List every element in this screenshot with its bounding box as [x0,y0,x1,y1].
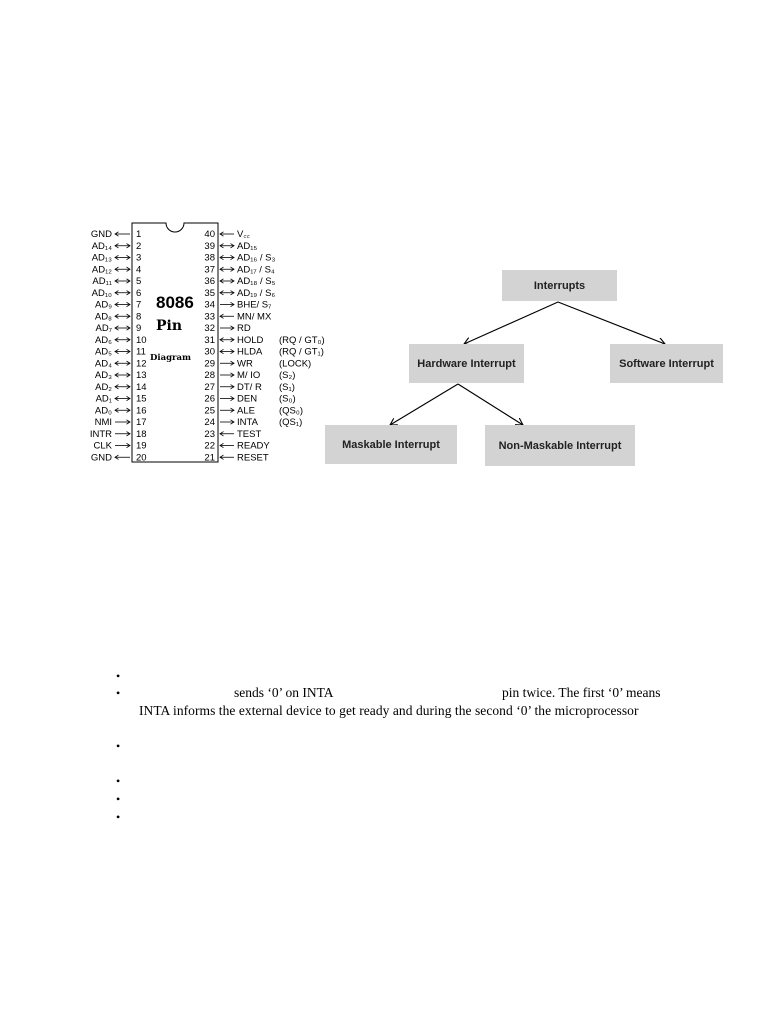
pin-number-right: 36 [204,276,215,287]
bullet-3: • [116,739,121,753]
pin-number-right: 24 [204,417,215,428]
pin-number-left: 7 [136,299,142,311]
pin-number-left: 8 [136,311,142,323]
pin-alt-label: (RQ / GT₀) [279,334,325,346]
pin-label-right: WR [237,358,253,370]
interrupts-root-node: Interrupts [502,270,617,301]
pin-label-left: GND [90,229,112,240]
pin-label-left: NMI [94,417,112,428]
pin-number-left: 13 [136,370,147,381]
pin-number-right: 23 [204,428,215,440]
pin-label-right: HLDA [237,346,263,358]
pin-label-right: BHE/ S₇ [237,299,272,311]
pin-label-left: AD₁₁ [92,276,112,287]
pin-number-left: 17 [136,417,147,428]
pin-number-left: 19 [136,440,147,452]
pin-label-right: RESET [237,452,269,464]
pin-label-left: AD₁ [95,393,112,405]
pin-number-right: 22 [204,440,215,452]
pin-alt-label: (LOCK) [279,358,312,370]
maskable-interrupt-node: Maskable Interrupt [325,425,457,464]
pin-label-right: INTA [237,417,258,428]
pin-number-right: 27 [204,381,215,393]
pin-label-right: RD [237,323,251,334]
pin-label-right: MN/ MX [237,311,272,323]
pin-number-right: 39 [204,240,215,252]
pin-number-right: 26 [204,393,215,405]
pin-label-left: AD₀ [94,405,112,417]
pin-label-left: AD₁₄ [91,240,112,252]
inta-text-fragment-2: pin twice. The first ‘0’ means [502,685,661,700]
pin-diagram [86,220,326,466]
pin-number-left: 18 [136,428,147,440]
pin-label-right: DEN [237,393,258,405]
pin-label-right: HOLD [237,334,264,346]
pin-label-left: AD₅ [94,346,112,358]
pin-number-right: 38 [204,252,215,264]
pin-label-left: AD₆ [94,334,112,346]
pin-number-left: 4 [136,264,142,276]
pin-label-left: AD₃ [94,370,112,381]
pin-number-right: 28 [204,370,215,381]
pin-label-right: AD₁₆ / S₃ [237,252,276,264]
hardware-interrupt-node: Hardware Interrupt [409,344,524,383]
pin-number-left: 1 [136,229,142,240]
pin-label-right: AD₁₇ / S₄ [237,264,275,276]
pin-label-left: AD₁₃ [91,252,112,264]
bullet-6: • [116,810,121,824]
pin-label-right: AD₁₅ [237,240,258,252]
pin-number-left: 9 [136,323,142,334]
pin-number-left: 2 [136,240,142,252]
edge-root-software [558,302,665,344]
pin-number-left: 11 [136,346,146,358]
pin-label-right: ALE [237,405,255,417]
pin-number-right: 25 [204,405,215,417]
pin-alt-label: (QS₁) [279,417,303,428]
pin-number-right: 21 [204,452,215,464]
pin-alt-label: (S₁) [279,381,295,393]
pin-number-right: 31 [204,334,215,346]
edge-hardware-nonmaskable [458,384,523,425]
pin-label-left: AD₄ [94,358,112,370]
pin-number-right: 30 [204,346,215,358]
pin-label-left: INTR [89,428,112,440]
pin-number-right: 29 [204,358,215,370]
pin-label-right: TEST [237,428,262,440]
pin-number-left: 12 [136,358,147,370]
pin-number-right: 40 [204,229,215,240]
bullet-2: • [116,686,121,700]
chip-caption: Diagram [150,353,192,363]
pin-alt-label: (S₀) [279,393,296,405]
pin-label-left: AD₈ [94,311,112,323]
edge-root-hardware [464,302,558,344]
pin-label-left: AD₉ [95,299,112,311]
pin-label-left: AD₂ [95,381,112,393]
pin-alt-label: (S₂) [279,370,296,381]
pin-label-left: AD₁₀ [91,287,112,299]
pin-label-right: AD₁₉ / S₆ [237,287,276,299]
bullet-5: • [116,792,121,806]
chip-title: 8086 [156,293,194,312]
pin-label-right: V꜀꜀ [237,229,250,240]
pin-label-left: GND [90,452,112,464]
pin-number-right: 32 [204,323,215,334]
non-maskable-interrupt-node: Non-Maskable Interrupt [485,425,635,466]
pin-number-left: 15 [136,393,147,405]
inta-text-line-2: INTA informs the external device to get ready and during the second ‘0’ the microprocessor [139,703,639,718]
pin-label-left: CLK [93,440,112,452]
pin-number-left: 6 [136,287,142,299]
pin-label-right: M/ IO [237,370,261,381]
pin-alt-label: (RQ / GT₁) [279,346,324,358]
pin-number-right: 35 [204,287,215,299]
bullet-1: • [116,669,121,683]
pin-number-left: 16 [136,405,147,417]
edge-hardware-maskable [390,384,458,425]
bullet-4: • [116,774,121,788]
pin-alt-label: (QS₀) [279,405,303,417]
pin-label-left: AD₁₂ [91,264,112,276]
pin-label-left: AD₇ [95,323,112,334]
pin-number-left: 14 [136,381,147,393]
pin-number-right: 33 [204,311,215,323]
pin-label-right: AD₁₈ / S₅ [237,276,276,287]
software-interrupt-node: Software Interrupt [610,344,723,383]
pin-number-right: 37 [204,264,215,276]
pin-number-left: 5 [136,276,142,287]
pin-number-left: 3 [136,252,142,264]
pin-number-left: 10 [136,334,147,346]
pin-label-right: DT/ R [237,381,262,393]
chip-subtitle: Pin [156,318,183,334]
pin-number-right: 34 [204,299,215,311]
inta-text-fragment-1: sends ‘0’ on INTA [234,685,334,700]
pin-number-left: 20 [136,452,147,464]
pin-label-right: READY [237,440,270,452]
